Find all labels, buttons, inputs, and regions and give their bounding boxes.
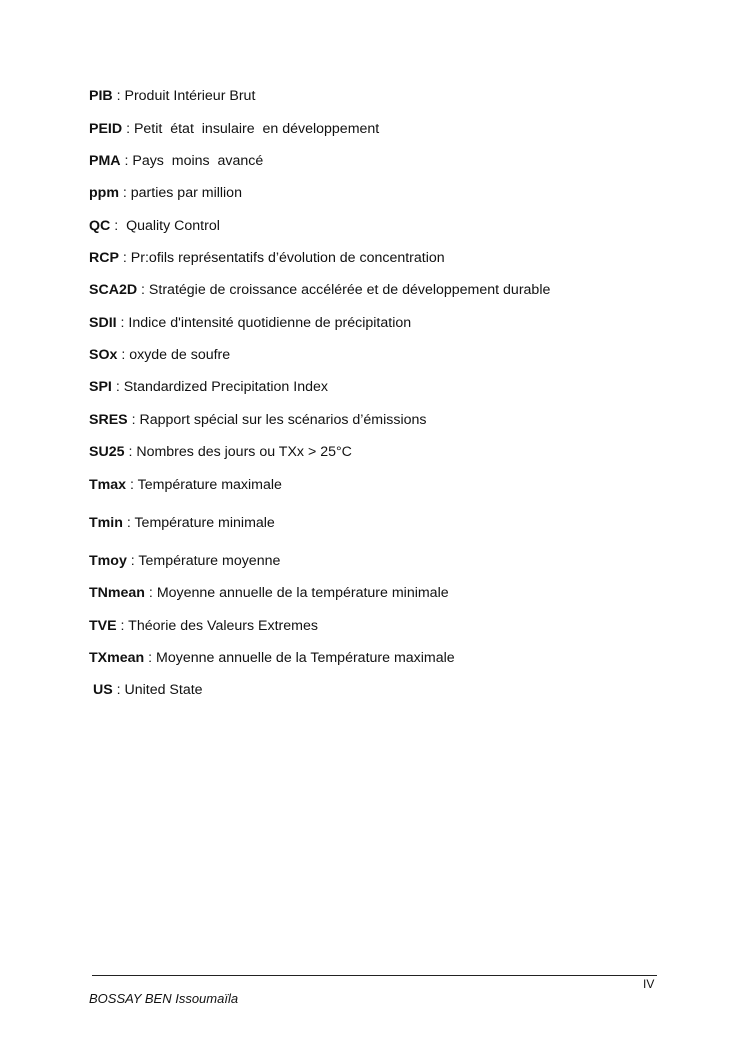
abbreviation-separator: : xyxy=(122,121,134,137)
abbreviation-entry xyxy=(89,345,230,365)
abbreviation-entry xyxy=(89,313,411,333)
abbreviation-definition: Moyenne annuelle de la température minimale xyxy=(156,585,449,601)
abbreviation-entry xyxy=(89,680,203,700)
abbreviation-separator: : xyxy=(118,250,131,266)
abbreviation-definition: Température moyenne xyxy=(138,553,281,569)
abbreviation-separator: : xyxy=(137,282,149,298)
abbreviation-separator: : xyxy=(144,585,157,601)
abbreviation-separator: : xyxy=(144,650,157,666)
abbreviation-separator: : xyxy=(122,515,135,531)
abbreviation-definition: Théorie des Valeurs Extremes xyxy=(128,618,318,634)
abbreviation-separator: : xyxy=(111,379,124,395)
abbreviation-definition: Indice d'intensité quotidienne de précipitation xyxy=(128,315,412,331)
abbreviation-separator: : xyxy=(117,347,130,363)
abbreviation-definition: Pays moins avancé xyxy=(132,153,264,169)
abbreviation-term: US xyxy=(89,682,113,698)
abbreviation-entry xyxy=(89,616,318,636)
abbreviation-definition: Standardized Precipitation Index xyxy=(123,379,328,395)
abbreviation-separator: : xyxy=(127,412,140,428)
abbreviation-separator: : xyxy=(124,444,137,460)
abbreviation-term: SCA2D xyxy=(89,282,138,298)
abbreviation-term: Tmax xyxy=(89,477,127,493)
abbreviation-definition: Température maximale xyxy=(137,477,282,493)
abbreviation-entry xyxy=(89,475,282,495)
footer-divider xyxy=(92,975,657,976)
abbreviation-entry xyxy=(89,280,550,300)
abbreviation-entry xyxy=(89,648,455,668)
abbreviation-definition: parties par million xyxy=(130,185,242,201)
abbreviation-definition: Quality Control xyxy=(126,218,220,234)
abbreviation-entry xyxy=(89,442,352,462)
abbreviation-term: SDII xyxy=(89,315,117,331)
abbreviation-term: TXmean xyxy=(89,650,145,666)
abbreviation-term: PIB xyxy=(89,88,113,104)
abbreviation-entry xyxy=(89,551,280,571)
abbreviation-entry xyxy=(89,151,263,171)
abbreviation-term: PMA xyxy=(89,153,121,169)
abbreviation-term: QC xyxy=(89,218,111,234)
abbreviation-entry xyxy=(89,183,242,203)
abbreviation-entry xyxy=(89,248,445,268)
abbreviation-separator: : xyxy=(126,553,139,569)
abbreviation-entry xyxy=(89,216,220,236)
abbreviation-definition: Moyenne annuelle de la Température maximale xyxy=(156,650,455,666)
abbreviation-definition: Rapport spécial sur les scénarios d’émissions xyxy=(139,412,427,428)
abbreviation-separator: : xyxy=(110,218,127,234)
abbreviation-separator: : xyxy=(112,682,125,698)
abbreviation-term: SOx xyxy=(89,347,118,363)
abbreviation-entry xyxy=(89,86,255,106)
abbreviation-separator: : xyxy=(120,153,133,169)
abbreviation-definition: Nombres des jours ou TXx > 25°C xyxy=(136,444,352,460)
abbreviation-definition: Produit Intérieur Brut xyxy=(124,88,256,104)
abbreviation-definition: oxyde de soufre xyxy=(129,347,231,363)
abbreviation-definition: Petit état insulaire en développement xyxy=(133,121,380,137)
abbreviation-term: ppm xyxy=(89,185,119,201)
abbreviation-term: TNmean xyxy=(89,585,145,601)
abbreviation-entry xyxy=(89,119,379,139)
abbreviation-definition: Stratégie de croissance accélérée et de développement durable xyxy=(148,282,551,298)
abbreviation-term: Tmoy xyxy=(89,553,127,569)
abbreviation-definition: United State xyxy=(124,682,203,698)
abbreviation-definition: Température minimale xyxy=(134,515,275,531)
abbreviation-term: SPI xyxy=(89,379,112,395)
abbreviation-definition: Pr:ofils représentatifs d’évolution de concentration xyxy=(130,250,445,266)
abbreviation-term: PEID xyxy=(89,121,123,137)
abbreviation-entry xyxy=(89,410,427,430)
abbreviation-separator: : xyxy=(112,88,125,104)
abbreviation-entry xyxy=(89,377,328,397)
abbreviation-term: RCP xyxy=(89,250,119,266)
abbreviation-entry xyxy=(89,513,275,533)
abbreviation-term: TVE xyxy=(89,618,117,634)
abbreviation-term: SRES xyxy=(89,412,128,428)
abbreviation-separator: : xyxy=(118,185,131,201)
abbreviation-term: SU25 xyxy=(89,444,125,460)
abbreviation-separator: : xyxy=(126,477,138,493)
abbreviation-entry xyxy=(89,583,449,603)
page-number: IV xyxy=(643,977,655,991)
abbreviation-term: Tmin xyxy=(89,515,123,531)
abbreviation-separator: : xyxy=(116,315,129,331)
abbreviation-separator: : xyxy=(116,618,129,634)
footer-author: BOSSAY BEN Issoumaïla xyxy=(89,991,239,1006)
